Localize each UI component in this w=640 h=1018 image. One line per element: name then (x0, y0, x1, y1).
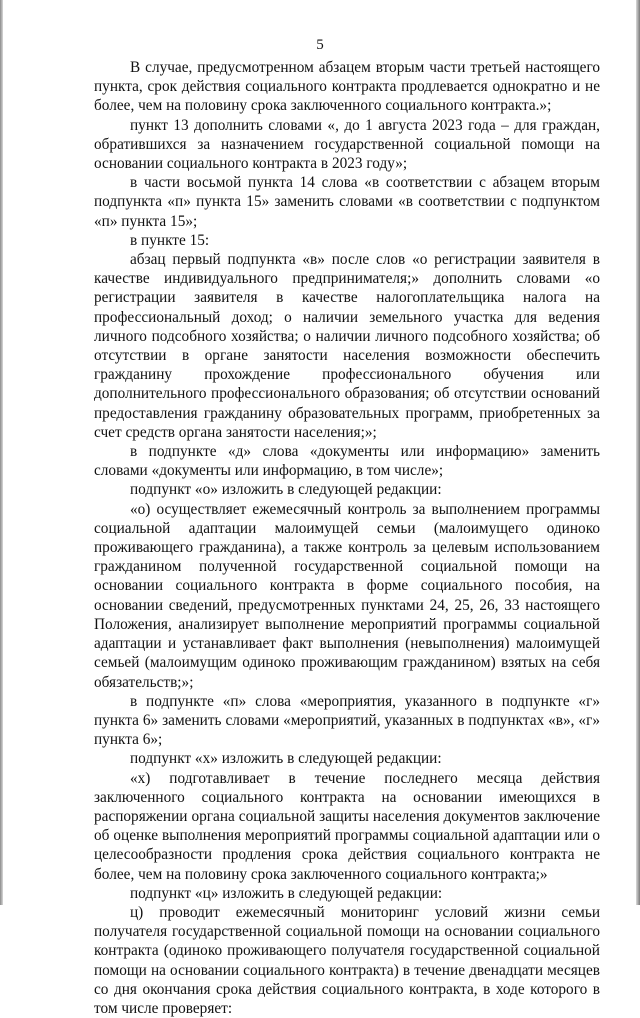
paragraph-subpoint-h-text: «х) подготавливает в течение последнего месяца действия заключенного социального контракта на основании имеющихся в распоряжении органа социальной защиты населения документов заключение об оценке выполнения мероприятий программы социальной адаптации или о целесообразности продления срока действия социального контракта не более, чем на половину срока заключенного социального контракта;» (94, 769, 600, 883)
paragraph-point-15-heading: в пункте 15: (130, 231, 210, 249)
paragraph-subpoint-ts-text: ц) проводит ежемесячный мониторинг условий жизни семьи получателя государственной социальной помощи на основании социального контракта (одиноко проживающего получателя государственной социальной помощи на основании социального контракта) в течение двенадцати месяцев со дня окончания срока действия социального контракта, в ходе которого в том числе проверяет: (94, 903, 600, 1017)
paragraph-subpoint-ts-heading: подпункт «ц» изложить в следующей редакции: (130, 884, 443, 902)
paragraph-subpoint-v: абзац первый подпункта «в» после слов «о регистрации заявителя в качестве индивидуального предпринимателя;» дополнить словами «о регистрации заявителя в качестве налогоплательщика налога на профессиональный доход; о наличии земельного участка для ведения личного подсобного хозяйства; о наличии личного подсобного хозяйства; об отсутствии в органе занятости населения возможности обеспечить гражданину прохождение профессионального обучения или дополнительного профессионального образования; об отсутствии оснований предоставления гражданину образовательных программ, приобретенных за счет средств органа занятости населения;»; (94, 251, 600, 441)
scan-edge-right (636, 0, 640, 905)
paragraph-point-13: пункт 13 дополнить словами «, до 1 августа 2023 года – для граждан, обратившихся за назначением государственной социальной помощи на основании социального контракта в 2023 году»; (94, 116, 600, 173)
paragraph-subpoint-o-heading: подпункт «о» изложить в следующей редакции: (130, 481, 442, 499)
paragraph-point-14: в части восьмой пункта 14 слова «в соответствии с абзацем вторым подпункта «п» пункта 15» заменить словами «в соответствии с подпунктом «п» пункта 15»; (94, 174, 600, 230)
page-number: 5 (316, 37, 324, 53)
paragraph-extension-clause: В случае, предусмотренном абзацем вторым части третьей настоящего пункта, срок действия социального контракта продлевается однократно и не более, чем на половину срока заключенного социального контракта.»; (94, 59, 600, 115)
paragraph-subpoint-d: в подпункте «д» слова «документы или информацию» заменить словами «документы или информацию, в том числе»; (94, 443, 600, 480)
paragraph-subpoint-p: в подпункте «п» слова «мероприятия, указанного в подпункте «г» пункта 6» заменить словами «мероприятий, указанных в подпунктах «в», «г» пункта 6»; (94, 692, 600, 749)
scan-edge-left (0, 0, 3, 905)
paragraph-subpoint-o-text: «о) осуществляет ежемесячный контроль за выполнением программы социальной адаптации малоимущей семьи (малоимущего одиноко проживающего гражданина), а также контроль за целевым использованием гражданином полученной государственной социальной помощи на основании социального контракта в форме социального пособия, на основании сведений, предусмотренных пунктами 24, 25, 26, 33 настоящего Положения, анализирует выполнение мероприятий программы социальной адаптации и устанавливает факт выполнения (невыполнения) малоимущей семьей (малоимущим одиноко проживающим гражданином) взятых на себя обязательств;»; (94, 500, 600, 691)
paragraph-subpoint-h-heading: подпункт «х» изложить в следующей редакции: (130, 750, 442, 768)
document-body (94, 58, 600, 1018)
